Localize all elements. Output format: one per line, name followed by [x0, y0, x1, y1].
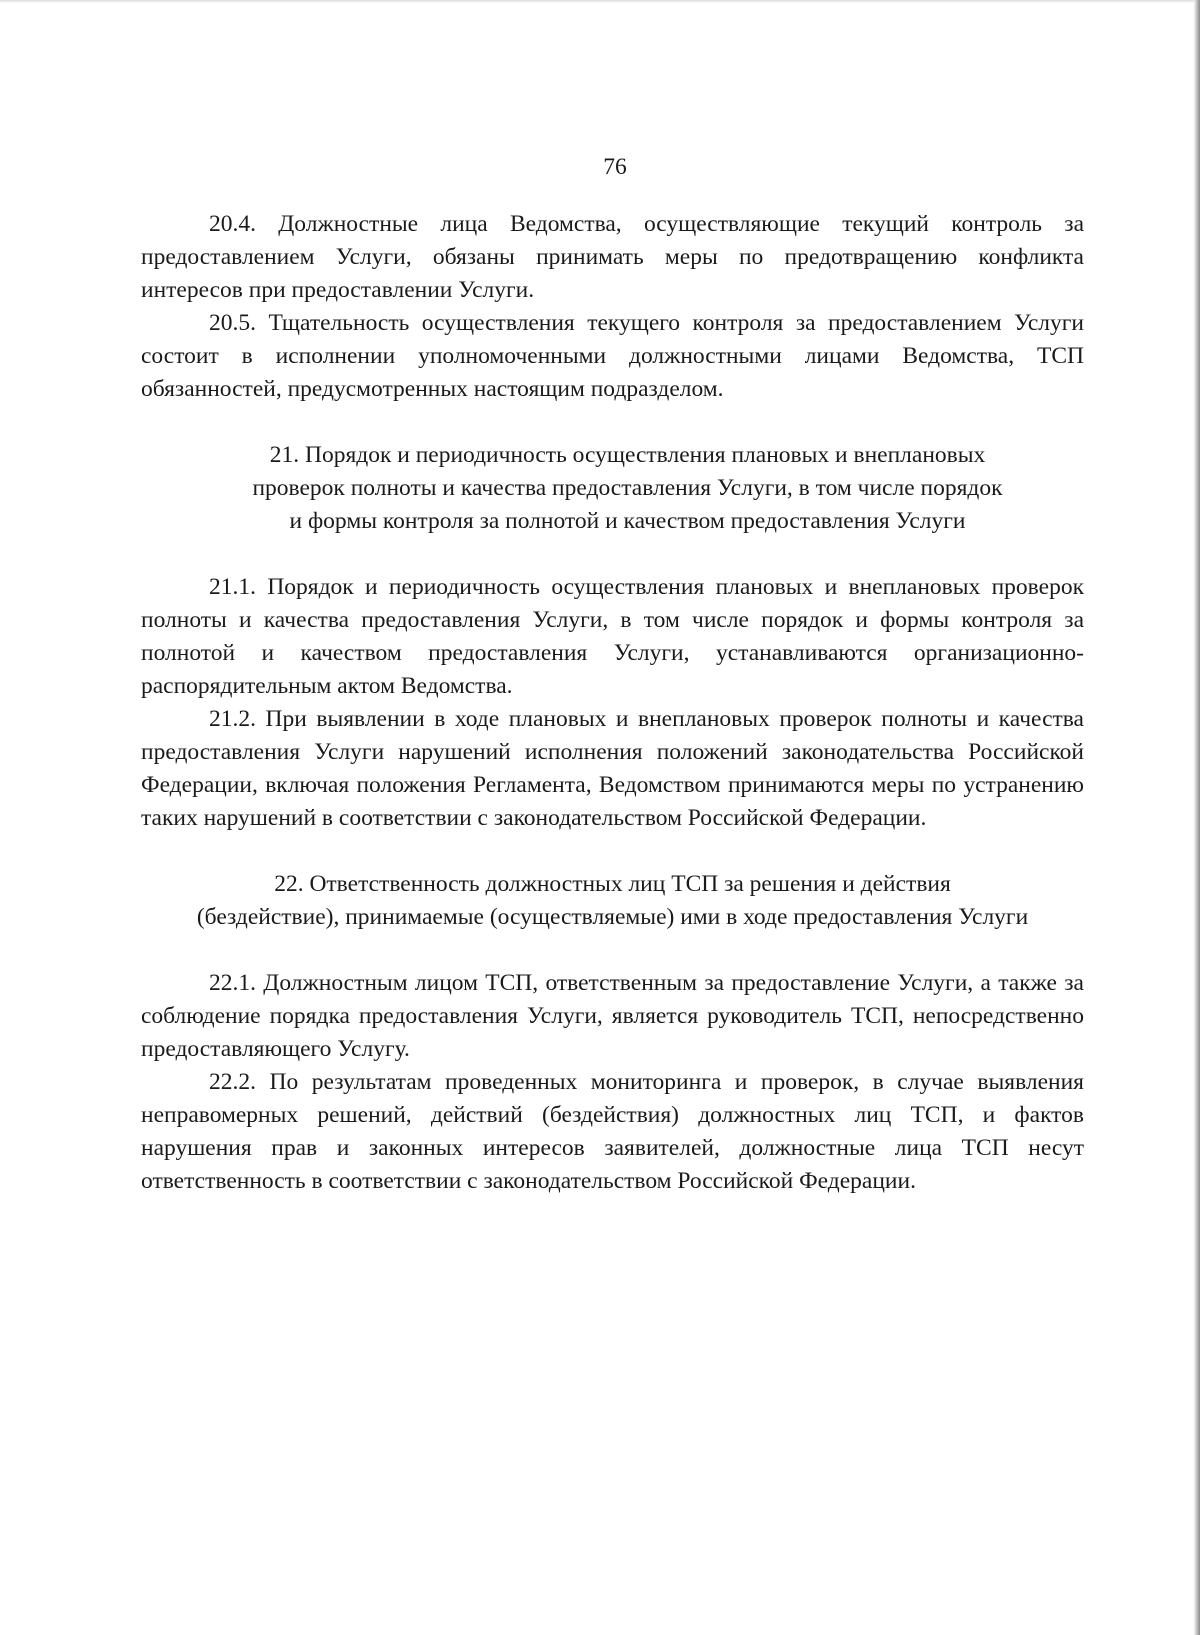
heading-21-line: и формы контроля за полнотой и качеством предоставления Услуги [289, 508, 966, 534]
heading-21-line: 21. Порядок и периодичность осуществления плановых и внеплановых [269, 442, 986, 468]
section-heading-22 [141, 868, 1084, 934]
section-heading-21 [141, 439, 1084, 538]
heading-22-line: 22. Ответственность должностных лиц ТСП за решения и действия [274, 871, 951, 897]
heading-21-line: проверок полноты и качества предоставления Услуги, в том числе порядок [252, 475, 1003, 501]
paragraph-21-1: 21.1. Порядок и периодичность осуществления плановых и внеплановых проверок полноты и качества предоставления Услуги, в том числе порядок и формы контроля за полнотой и качеством предоставления Услуги, устанавливаются организационно-распорядительным актом Ведомства. [141, 574, 1084, 699]
document-body [141, 208, 1084, 1198]
paragraph-20-4: 20.4. Должностные лица Ведомства, осуществляющие текущий контроль за предоставлением Услуги, обязаны принимать меры по предотвращению конфликта интересов при предоставлении Услуги. [141, 211, 1084, 303]
paragraph-22-1: 22.1. Должностным лицом ТСП, ответственным за предоставление Услуги, а также за соблюдение порядка предоставления Услуги, является руководитель ТСП, непосредственно предоставляющего Услугу. [141, 970, 1084, 1062]
paragraph-20-5: 20.5. Тщательность осуществления текущего контроля за предоставлением Услуги состоит в исполнении уполномоченными должностными лицами Ведомства, ТСП обязанностей, предусмотренных настоящим подразделом. [141, 310, 1084, 402]
scan-shadow-top [0, 0, 1200, 3]
paragraph-22-2: 22.2. По результатам проведенных мониторинга и проверок, в случае выявления неправомерных решений, действий (бездействия) должностных лиц ТСП, и фактов нарушения прав и законных интересов заявителей, должностные лица ТСП несут ответственность в соответствии с законодательством Российской Федерации. [141, 1069, 1084, 1194]
paragraph-21-2: 21.2. При выявлении в ходе плановых и внеплановых проверок полноты и качества предоставления Услуги нарушений исполнения положений законодательства Российской Федерации, включая положения Регламента, Ведомством принимаются меры по устранению таких нарушений в соответствии с законодательством Российской Федерации. [141, 706, 1084, 831]
page-number: 76 [603, 154, 627, 180]
scan-shadow-right [1194, 0, 1200, 1635]
heading-22-line: (бездействие), принимаемые (осуществляемые) ими в ходе предоставления Услуги [196, 904, 1029, 930]
